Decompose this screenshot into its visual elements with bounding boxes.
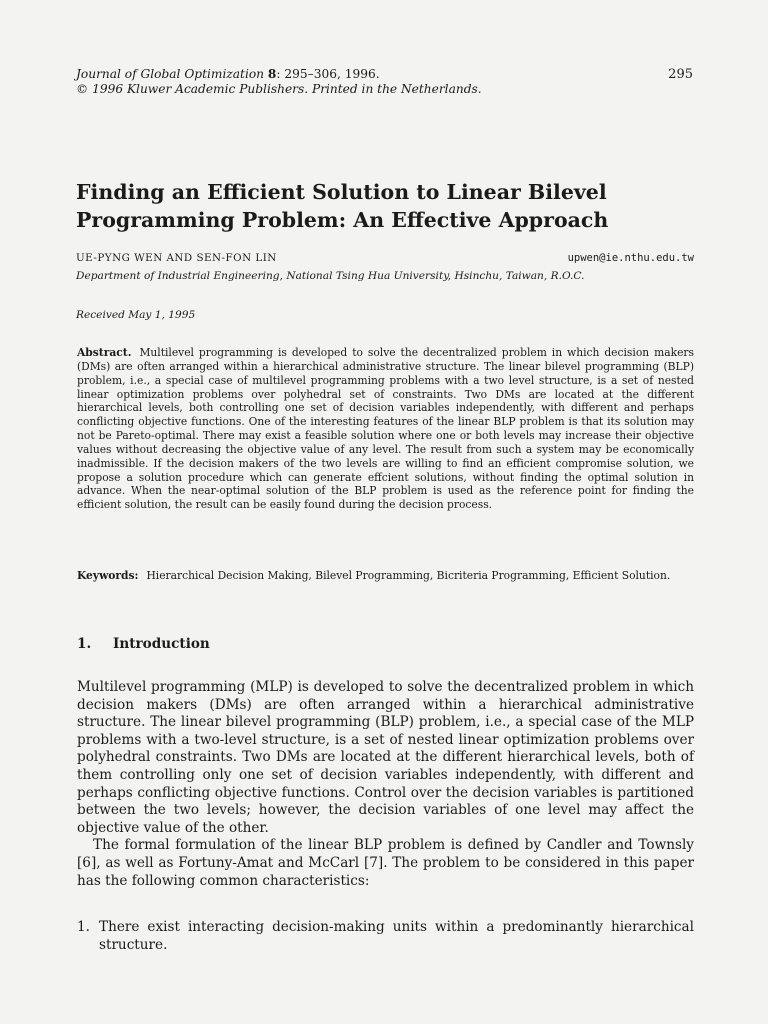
section-number: 1. xyxy=(77,636,92,652)
section-title: Introduction xyxy=(113,636,210,652)
page-number: 295 xyxy=(668,67,693,82)
list-item-text: There exist interacting decision-making units within a predominantly hierarchical structure. xyxy=(99,919,694,953)
abstract xyxy=(77,346,694,512)
journal-pages-year: : 295–306, 1996. xyxy=(276,67,380,81)
journal-citation xyxy=(76,67,482,97)
journal-volume: 8 xyxy=(267,67,277,81)
keywords-label: Keywords: xyxy=(77,569,139,582)
author-email[interactable]: upwen@ie.nthu.edu.tw xyxy=(567,252,694,264)
paper-title: Finding an Efficient Solution to Linear Bilevel Programming Problem: An Effective Approach xyxy=(76,180,609,232)
author-affiliation: Department of Industrial Engineering, National Tsing Hua University, Hsinchu, Taiwan, R.O.C. xyxy=(76,270,585,282)
publisher-line: 1996 Kluwer Academic Publishers. Printed in the Netherlands. xyxy=(92,82,482,96)
abstract-text: Multilevel programming is developed to solve the decentralized problem in which decision makers (DMs) are often arranged within a hierarchical administrative structure. The linear bilevel programming (BLP) problem, i.e., a special case of multilevel programming problems with a two level structure, is a set of nested linear optimization problems over polyhedral set of constraints. Two DMs are located at the different hierarchical levels, both controlling one set of decision variables independently, with different and perhaps conflicting objective functions. One of the interesting features of the linear BLP problem is that its solution may not be Pareto-optimal. There may exist a feasible solution where one or both levels may increase their objective values without decreasing the objective value of any level. The result from such a system may be economically inadmissible. If the decision makers of the two levels are willing to find an efficient compromise solution, we propose a solution procedure which can generate effcient solutions, without finding the optimal solution in advance. When the near-optimal solution of the BLP problem is used as the reference point for finding the efficient solution, the result can be easily found during the decision process. xyxy=(77,346,694,512)
list-item-number: 1. xyxy=(77,919,90,935)
section-heading xyxy=(77,636,210,652)
intro-paragraph-2: The formal formulation of the linear BLP problem is defined by Candler and Townsly [6], as well as Fortuny-Amat and McCarl [7]. The problem to be considered in this paper has the following common characteristics: xyxy=(77,837,694,889)
received-date: Received May 1, 1995 xyxy=(76,309,196,321)
journal-name: Journal of Global Optimization xyxy=(76,67,265,81)
abstract-label: Abstract. xyxy=(77,346,132,359)
keywords-text: Hierarchical Decision Making, Bilevel Programming, Bicriteria Programming, Efficient Solution. xyxy=(146,569,671,582)
list-item xyxy=(77,919,694,954)
author-names: UE-PYNG WEN AND SEN-FON LIN xyxy=(76,252,277,264)
intro-paragraph-1: Multilevel programming (MLP) is developed to solve the decentralized problem in which decision makers (DMs) are often arranged within a hierarchical administrative structure. The linear bilevel programming (BLP) problem, i.e., a special case of the MLP problems with a two-level structure, is a set of nested linear optimization problems over polyhedral constraints. Two DMs are located at the different hierarchical levels, both of them controlling only one set of decision variables independently, with different and perhaps conflicting objective functions. Control over the decision variables is partitioned between the two levels; however, the decision variables of one level may affect the objective value of the other. xyxy=(77,679,694,836)
copyright-symbol: © xyxy=(76,82,89,96)
introduction-body xyxy=(77,679,694,890)
keywords xyxy=(77,569,694,583)
